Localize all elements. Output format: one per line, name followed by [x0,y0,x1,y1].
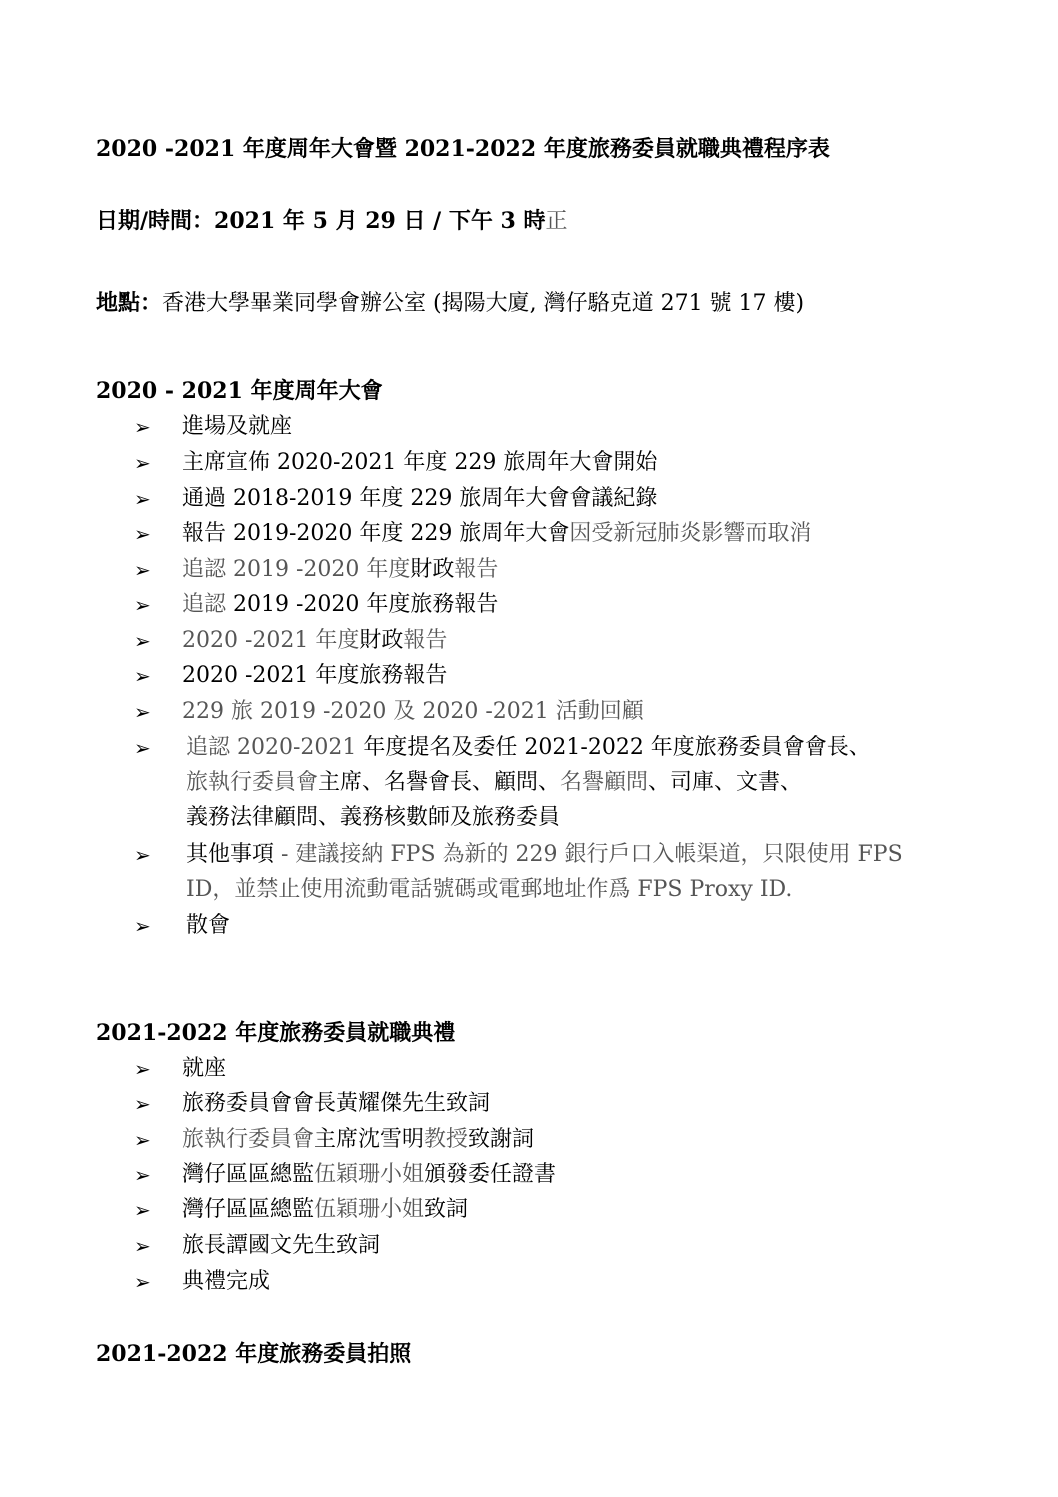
bullet-icon: ➢ [134,522,151,546]
bullet-icon: ➢ [134,1092,151,1116]
bullet-icon: ➢ [134,1234,151,1258]
item-text-part: 名譽顧問 [560,770,649,795]
bullet-icon: ➢ [134,664,151,688]
agm-item [186,911,230,941]
item-text-part: 報告 2019-2020 年度 229 旅周年大會 [182,521,570,546]
item-text-part: 旅執行委員會 [186,770,319,795]
item-text-part: 伍穎珊小姐 [314,1197,425,1222]
item-text-part: 旅長譚國文先生致詞 [182,1233,381,1258]
item-text-part: 追認 2019 -2020 年度 [182,557,411,582]
page-title: 2020 -2021 年度周年大會暨 2021-2022 年度旅務委員就職典禮程序表 [96,136,830,162]
item-text-part: 報告 [454,557,499,582]
item-text-part: 、司庫、文書、 [648,770,803,795]
item-text-part: 典禮完成 [182,1269,271,1294]
ceremony-item [182,1054,226,1084]
agm-item [182,555,498,585]
agm-heading: 2020 - 2021 年度周年大會 [96,378,383,404]
item-text-part: 主席宣佈 2020-2021 年度 229 旅周年大會開始 [182,450,658,475]
bullet-icon: ➢ [134,1128,151,1152]
item-text-part: 財政 [410,557,455,582]
agm-item-continuation [186,875,792,905]
agm-item [182,448,657,478]
item-text-part: - 建議接納 FPS 為新的 229 銀行戶口入帳渠道，只限使用 FPS [281,842,903,867]
item-text-part: 229 旅 2019 -2020 及 2020 -2021 活動回顧 [182,699,644,724]
bullet-icon: ➢ [134,415,151,439]
bullet-icon: ➢ [134,1270,151,1294]
item-text-part: 其他事項 [186,842,281,867]
agm-item [182,697,644,727]
item-text-part: 通過 2018-2019 年度 229 旅周年大會會議紀錄 [182,486,658,511]
item-text-part: 致謝詞 [468,1127,535,1152]
item-text-part: 主席沈雪明 [314,1127,425,1152]
item-text-part: 就座 [182,1056,227,1081]
item-text-part: 頒發委任證書 [424,1162,557,1187]
item-text-part: 因受新冠肺炎影響而取消 [569,521,812,546]
item-text-part: 2020 -2021 年度 [182,628,360,653]
venue-line [96,288,804,319]
bullet-icon: ➢ [134,487,151,511]
ceremony-heading: 2021-2022 年度旅務委員就職典禮 [96,1020,456,1046]
ceremony-item [182,1125,534,1155]
item-text-part: 追認 [182,592,233,617]
bullet-icon: ➢ [134,843,151,867]
item-text-part: 旅務委員會會長黃耀傑先生致詞 [182,1091,491,1116]
bullet-icon: ➢ [134,736,151,760]
ceremony-item [182,1160,556,1190]
ceremony-item [182,1195,468,1225]
item-text-part: 旅執行委員會 [182,1127,315,1152]
item-text-part: 灣仔區區總監 [182,1197,315,1222]
bullet-icon: ➢ [134,1057,151,1081]
date-line [96,206,568,237]
agm-item-continuation [186,803,560,833]
item-text-part: 教授 [424,1127,469,1152]
bullet-icon: ➢ [134,1198,151,1222]
bullet-icon: ➢ [134,1163,151,1187]
item-text-part: 義務法律顧問、義務核數師及旅務委員 [186,805,561,830]
agm-item [182,484,657,514]
bullet-icon: ➢ [134,914,151,938]
agm-item [182,626,447,656]
venue-value: 香港大學畢業同學會辦公室 (揭陽大廈, 灣仔駱克道 271 號 17 樓) [162,291,805,316]
venue-label: 地點： [96,290,163,316]
bullet-icon: ➢ [134,593,151,617]
item-text-part: 致詞 [424,1197,469,1222]
date-value-tail: 正 [545,209,568,234]
agm-item [182,519,811,549]
item-text-part: 進場及就座 [182,414,293,439]
item-text-part: 年度提名及委任 2021-2022 年度旅務委員會會長、 [363,735,871,760]
agm-item [182,590,498,620]
photo-heading: 2021-2022 年度旅務委員拍照 [96,1341,412,1367]
ceremony-item [182,1089,490,1119]
item-text-part: 2019 -2020 年度旅務報告 [233,592,499,617]
item-text-part: 財政 [359,628,404,653]
item-text-part: 灣仔區區總監 [182,1162,315,1187]
agm-item [182,661,447,691]
ceremony-item [182,1267,270,1297]
bullet-icon: ➢ [134,558,151,582]
bullet-icon: ➢ [134,451,151,475]
item-text-part: 主席、名譽會長、顧問、 [318,770,561,795]
date-label: 日期/時間： [96,208,215,234]
ceremony-item [182,1231,380,1261]
item-text-part: 報告 [403,628,448,653]
agm-item-continuation [186,768,802,798]
date-value: 2021 年 5 月 29 日 / 下午 3 時 [214,208,546,234]
item-text-part: 散會 [186,913,231,938]
item-text-part: ID，並禁止使用流動電話號碼或電郵地址作爲 FPS Proxy ID. [186,877,793,902]
bullet-icon: ➢ [134,700,151,724]
item-text-part: 追認 2020-2021 [186,735,364,760]
item-text-part: 2020 -2021 年度旅務報告 [182,663,448,688]
agm-item [182,412,292,442]
bullet-icon: ➢ [134,629,151,653]
agm-item [186,840,903,870]
item-text-part: 伍穎珊小姐 [314,1162,425,1187]
agm-item [186,733,871,763]
